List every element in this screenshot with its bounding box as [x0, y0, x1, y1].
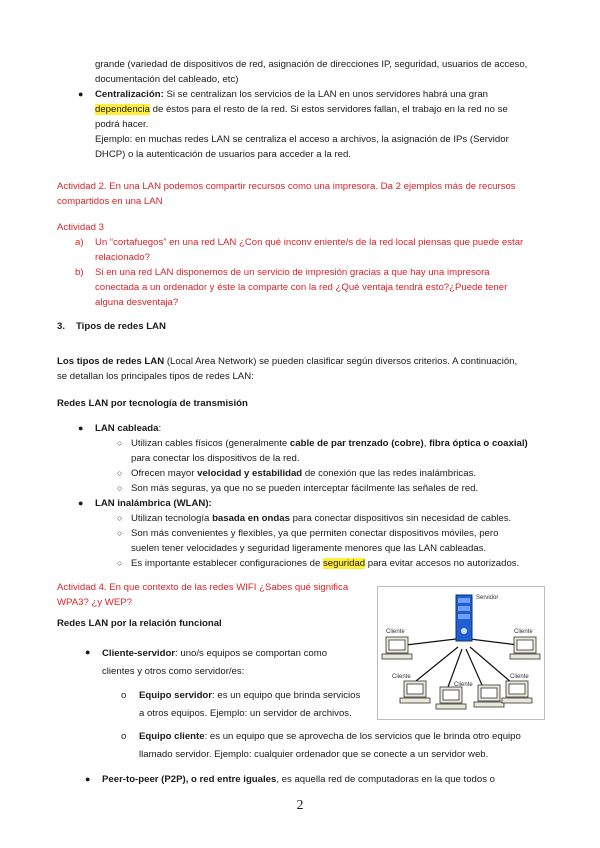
client-label: Cliente [454, 682, 473, 688]
network-diagram [377, 586, 545, 720]
subheading: Redes LAN por la relación funcional [57, 618, 222, 629]
text: , es aquella red de computadoras en la que todos o [276, 774, 496, 785]
list-marker: b) [75, 267, 84, 278]
bullet-icon: ● [85, 647, 91, 657]
bullet-icon: ● [78, 89, 84, 99]
circle-bullet-icon: ○ [117, 558, 123, 568]
circle-bullet-icon: ○ [117, 528, 123, 538]
text: Utilizan cables físicos (generalmente [131, 438, 290, 449]
connection-arrow [470, 639, 518, 645]
client-label: Cliente [392, 674, 411, 680]
circle-bullet-icon: ○ [117, 513, 123, 523]
activity-3-a: Un “cortafuegos” en una red LAN ¿Con qué inconv eniente/s de la red local piensas que puede estar [95, 237, 524, 248]
bold-text: Los tipos de redes LAN [57, 356, 165, 367]
text: : es un equipo que brinda servicios [212, 690, 361, 701]
paragraph-line: grande (variedad de dispositivos de red, asignación de direcciones IP, seguridad, usuarios de acceso, [95, 59, 528, 70]
bold-text: cable de par trenzado (cobre) [289, 438, 424, 449]
connection-arrow [466, 649, 482, 685]
text: Es importante establecer configuraciones de [131, 558, 323, 569]
page-number: 2 [296, 798, 304, 813]
text: : [158, 423, 162, 434]
list-item [131, 466, 476, 481]
list-item [95, 421, 161, 436]
server-icon [456, 595, 472, 641]
client-label: Cliente [386, 629, 405, 635]
client-computer-icon [474, 685, 504, 707]
activity-3-b: Si en una red LAN disponemos de un servicio de impresión gracias a que hay una impresora [95, 267, 490, 278]
client-computer-icon [510, 637, 540, 659]
activity-4-line: Actividad 4. En que contexto de las redes WIFI ¿Sabes qué significa [57, 582, 349, 593]
paragraph-line: Ejemplo: en muchas redes LAN se centraliza el acceso a archivos, la asignación de IPs (Servidor [95, 134, 509, 145]
centralizacion-label: Centralización: [95, 89, 164, 100]
list-item [131, 436, 528, 451]
activity-3-title: Actividad 3 [57, 222, 104, 233]
text: (Local Area Network) se pueden clasificar según diversos criterios. A continuación, [164, 356, 518, 367]
paragraph-line: documentación del cableado, etc) [95, 74, 239, 85]
text: Utilizan tecnología [131, 513, 213, 524]
server-label: Servidor [476, 595, 499, 601]
circle-bullet-icon: ○ [117, 468, 123, 478]
activity-3-b: alguna desventaja? [95, 297, 179, 308]
client-computer-icon [502, 681, 532, 703]
paragraph-line [95, 87, 488, 102]
paragraph-line: DHCP) o la autenticación de usuarios para acceder a la red. [95, 149, 351, 160]
paragraph-line: podrá hacer. [95, 119, 149, 130]
client-computer-icon [400, 681, 430, 703]
list-item [139, 687, 360, 705]
list-item: clientes y otros como servidor/es: [102, 666, 245, 677]
text: Ofrecen mayor [131, 468, 198, 479]
activity-2-line: compartidos en una LAN [57, 196, 163, 207]
text: : uno/s equipos se comportan como [175, 648, 328, 659]
text: de conexión que las redes inalámbricas. [302, 468, 477, 479]
list-item: a otros equipos. Ejemplo: un servidor de archivos. [139, 708, 352, 719]
list-item [102, 645, 327, 663]
list-item [131, 556, 519, 571]
paragraph-line [95, 102, 508, 117]
bold-text: fibra óptica o coaxial) [429, 438, 528, 449]
text: : es un equipo que se aprovecha de los servicios que le brinda otro equipo [204, 731, 521, 742]
highlight-seguridad: seguridad [322, 558, 366, 569]
list-item: suelen tener velocidades y seguridad ligeramente menores que las LAN cableadas. [131, 543, 487, 554]
bold-text: Cliente-servidor [102, 648, 176, 659]
list-item: para conectar los dispositivos de la red. [131, 453, 300, 464]
paragraph-line [57, 354, 517, 369]
list-item: LAN inalámbrica (WLAN): [95, 498, 212, 509]
bullet-icon: ● [78, 423, 84, 433]
subheading: Redes LAN por tecnología de transmisión [57, 398, 248, 409]
bold-text: Equipo cliente [139, 731, 205, 742]
bullet-icon: ● [78, 498, 84, 508]
circle-bullet-icon: ○ [117, 483, 123, 493]
connection-arrow [470, 647, 512, 683]
bullet-icon: ● [85, 774, 91, 784]
activity-3-b: conectada a un ordenador y éste la comparte con la red ¿Qué ventaja tendrá esto?¿Puede tener [95, 282, 508, 293]
list-marker: a) [75, 237, 84, 248]
connection-arrow [406, 639, 456, 645]
bold-text: velocidad y estabilidad [197, 468, 303, 479]
list-item [102, 772, 495, 787]
list-item: Son más seguras, ya que no se pueden interceptar fácilmente las señales de red. [131, 483, 479, 494]
text: Si se centralizan los servicios de la LAN en unos servidores habrá una gran [163, 89, 489, 100]
client-computer-icon [382, 637, 412, 659]
activity-4-line: WPA3? ¿y WEP? [57, 597, 132, 608]
bold-text: LAN cableada [95, 423, 159, 434]
list-item [139, 728, 521, 746]
activity-2-line: Actividad 2. En una LAN podemos compartir recursos como una impresora. Da 2 ejemplos más de recursos [57, 181, 516, 192]
bold-text: basada en ondas [212, 513, 290, 524]
circle-bullet-icon: o [121, 731, 127, 742]
text: de éstos para el resto de la red. Si estos servidores fallan, el trabajo en la red no se [149, 104, 508, 115]
text: para conectar dispositivos sin necesidad de cables. [289, 513, 512, 524]
list-item: llamado servidor. Ejemplo: cualquier ordenador que se conecte a un servidor web. [139, 749, 489, 760]
section-number: 3. [57, 321, 66, 332]
client-label: Cliente [514, 629, 533, 635]
bold-text: Peer-to-peer (P2P), o red entre iguales [102, 774, 277, 785]
list-item: Son más convenientes y flexibles, ya que permiten conectar dispositivos móviles, pero [131, 528, 499, 539]
activity-3-a: relacionado? [95, 252, 150, 263]
section-title: Tipos de redes LAN [76, 321, 166, 332]
paragraph-line: se detallan los principales tipos de redes LAN: [57, 371, 254, 382]
circle-bullet-icon: ○ [117, 438, 123, 448]
client-computer-icon [436, 687, 466, 709]
text: , [423, 438, 430, 449]
client-label: Cliente [510, 674, 529, 680]
highlight-dependencia: dependencia [95, 104, 150, 115]
text: para evitar accesos no autorizados. [365, 558, 520, 569]
bold-text: Equipo servidor [139, 690, 213, 701]
list-item [131, 511, 511, 526]
circle-bullet-icon: o [121, 690, 127, 701]
